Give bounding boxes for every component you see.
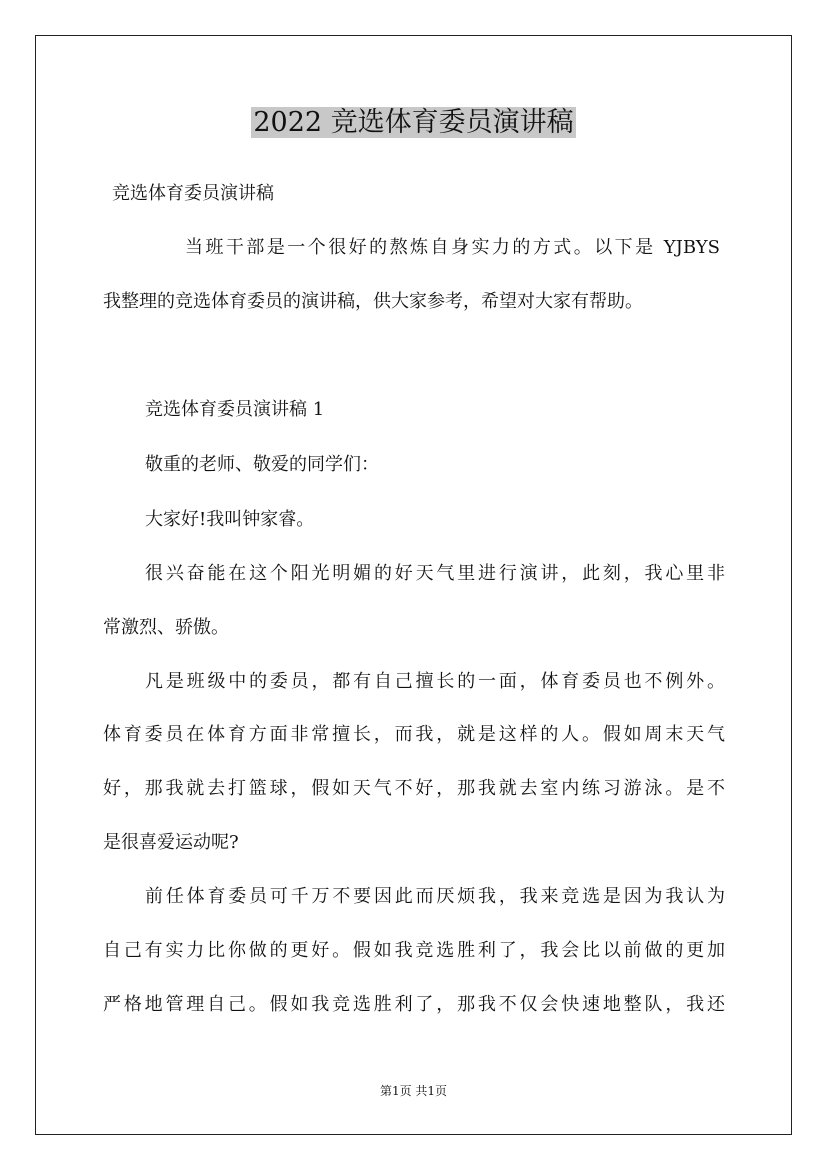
- intro-line-1: 当班干部是一个很好的熬炼自身实力的方式。以下是 YJBYS: [185, 237, 720, 258]
- page-footer: 第1页 共1页: [379, 1084, 448, 1098]
- paragraph2-line-1: 凡是班级中的委员，都有自己擅长的一面，体育委员也不例外。: [145, 671, 725, 692]
- paragraph3-line-1: 前任体育委员可千万不要因此而厌烦我，我来竞选是因为我认为: [145, 886, 725, 907]
- paragraph3-line-3: 严格地管理自己。假如我竞选胜利了，那我不仅会快速地整队，我还: [103, 994, 725, 1015]
- document-title-text: 2022 竞选体育委员演讲稿: [253, 107, 574, 138]
- paragraph2-line-4: 是很喜爱运动呢?: [103, 832, 239, 853]
- greeting: 敬重的老师、敬爱的同学们：: [145, 454, 379, 475]
- paragraph2-line-3: 好，那我就去打篮球，假如天气不好，那我就去室内练习游泳。是不: [103, 778, 725, 799]
- document-title: [0, 103, 827, 143]
- paragraph2-line-2: 体育委员在体育方面非常擅长，而我，就是这样的人。假如周末天气: [103, 724, 725, 745]
- paragraph1-line-2: 常激烈、骄傲。: [103, 617, 229, 638]
- intro-line-2: 我整理的竞选体育委员的演讲稿，供大家参考，希望对大家有帮助。: [103, 291, 643, 312]
- paragraph1-line-1: 很兴奋能在这个阳光明媚的好天气里进行演讲，此刻，我心里非: [145, 563, 725, 584]
- speech-heading: 竞选体育委员演讲稿 1: [145, 399, 325, 420]
- paragraph3-line-2: 自己有实力比你做的更好。假如我竞选胜利了，我会比以前做的更加: [103, 940, 725, 961]
- subtitle: 竞选体育委员演讲稿: [112, 183, 274, 204]
- hello-line: 大家好!我叫钟家睿。: [145, 509, 315, 530]
